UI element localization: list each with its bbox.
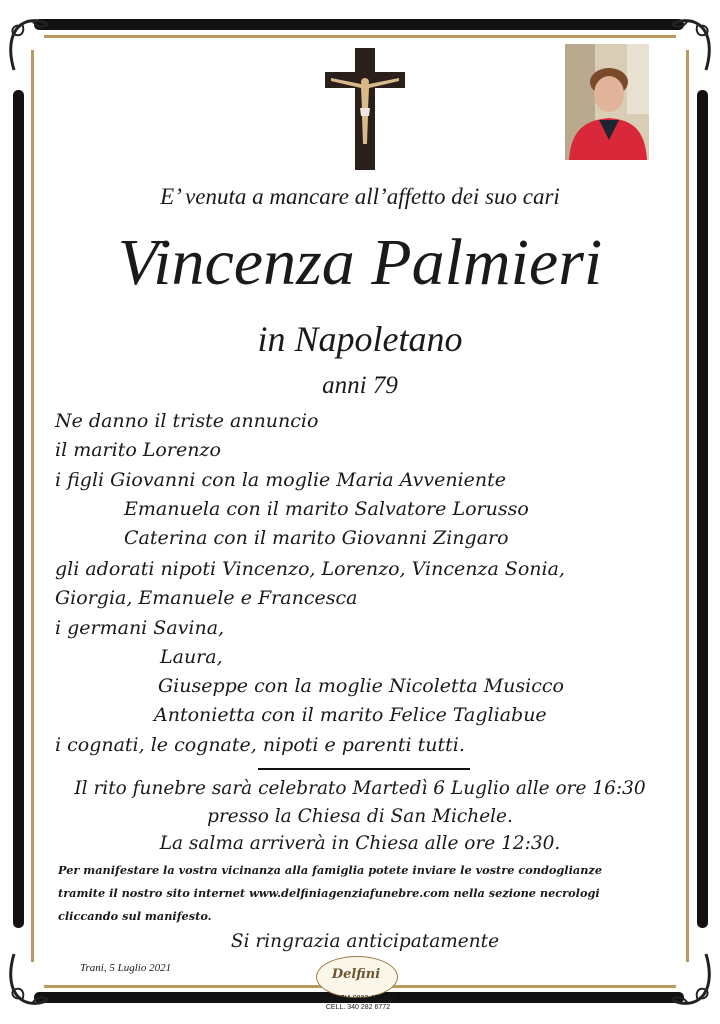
portrait-photo — [565, 44, 649, 160]
ornament-corner-icon — [6, 14, 56, 74]
funeral-line: La salma arriverà in Chiesa alle ore 12:30. — [159, 833, 561, 854]
announcement-line: Emanuela con il marito Salvatore Lorusso — [124, 498, 529, 520]
funeral-line: Il rito funebre sarà celebrato Martedì 6 Luglio alle ore 16:30 — [74, 778, 646, 799]
frame-right-bar — [697, 90, 708, 928]
crucifix-icon — [325, 48, 405, 170]
announcement-line: Laura, — [160, 646, 223, 668]
condolences-line: Per manifestare la vostra vicinanza alla famiglia potete inviare le vostre condoglianze — [58, 863, 603, 877]
age-text: anni 79 — [322, 372, 398, 399]
announcement-line: Caterina con il marito Giovanni Zingaro — [124, 527, 509, 549]
frame-top-bar — [34, 19, 684, 30]
announcement-line: i cognati, le cognate, nipoti e parenti tutti. — [55, 734, 465, 756]
announcement-line: gli adorati nipoti Vincenzo, Lorenzo, Vincenza Sonia, — [55, 558, 565, 580]
condolences-line: cliccando sul manifesto. — [58, 909, 212, 923]
ornament-corner-icon — [664, 950, 714, 1010]
announcement-line: i figli Giovanni con la moglie Maria Avveniente — [55, 469, 506, 491]
place-date: Trani, 5 Luglio 2021 — [80, 962, 172, 974]
frame-top-gold-line — [44, 35, 676, 38]
agency-phone: AGENZIA 0883 481 608 — [320, 995, 396, 1002]
announcement-line: Giuseppe con la moglie Nicoletta Musicco — [158, 675, 564, 697]
announcement-line: Antonietta con il marito Felice Tagliabue — [154, 704, 547, 726]
ornament-corner-icon — [6, 950, 56, 1010]
intro-text: E’ venuta a mancare all’affetto dei suo cari — [160, 184, 560, 209]
announcement-line: i germani Savina, — [55, 617, 225, 639]
funeral-line: presso la Chiesa di San Michele. — [207, 806, 513, 827]
thanks-text: Si ringrazia anticipatamente — [230, 931, 500, 952]
frame-left-bar — [13, 90, 24, 928]
married-name: in Napoletano — [257, 319, 463, 359]
condolences-line: tramite il nostro sito internet www.delfiniagenziafunebre.com nella sezione necrologi — [58, 886, 600, 900]
agency-cell: CELL. 340 282 6772 — [325, 1004, 391, 1011]
deceased-name: Vincenza Palmieri — [117, 226, 603, 299]
announcement-line: Ne danno il triste annuncio — [55, 410, 319, 432]
ornament-corner-icon — [664, 14, 714, 74]
agency-logo-text: Delfini — [331, 967, 381, 982]
section-divider — [258, 768, 470, 770]
announcement-line: Giorgia, Emanuele e Francesca — [55, 587, 358, 609]
announcement-line: il marito Lorenzo — [55, 439, 221, 461]
